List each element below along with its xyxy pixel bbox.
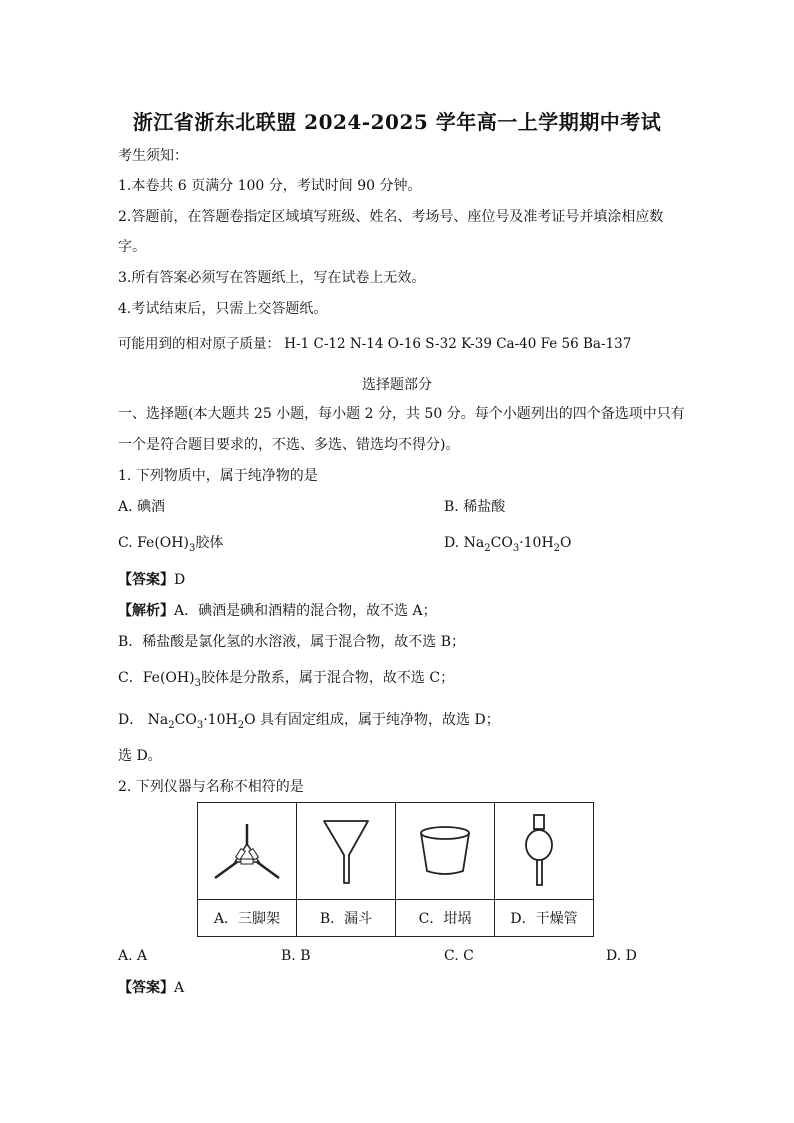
q2-option-a: A. A bbox=[118, 948, 148, 964]
apparatus-cell-a bbox=[198, 803, 297, 900]
funnel-icon bbox=[316, 815, 376, 887]
q2-option-b: B. B bbox=[281, 948, 311, 964]
page-title: 浙江省浙东北联盟 2024-2025 学年高一上学期期中考试 bbox=[132, 110, 662, 134]
q1-option-c: C. $Fe(OH)_3$胶体 bbox=[118, 535, 224, 554]
apparatus-cell-b bbox=[297, 803, 396, 900]
q1-option-a: A. 碘酒 bbox=[118, 499, 166, 515]
q1-answer: 【答案】D bbox=[118, 572, 186, 588]
tripod-triangle-icon bbox=[207, 816, 287, 886]
q1-stem: 1. 下列物质中，属于纯净物的是 bbox=[118, 468, 318, 484]
apparatus-cell-c bbox=[396, 803, 495, 900]
q2-option-d: D. D bbox=[606, 948, 637, 964]
atomic-mass: 可能用到的相对原子质量： H-1 C-12 N-14 O-16 S-32 K-39 Ca-40 Fe 56 Ba-137 bbox=[118, 336, 632, 352]
q2-option-c: C. C bbox=[444, 948, 474, 964]
q1-analysis-c: C．$Fe(OH)_3$胶体是分散系，属于混合物，故不选 C； bbox=[118, 670, 455, 689]
drying-tube-icon bbox=[519, 811, 569, 891]
notice-item-3: 3.所有答案必须写在答题纸上，写在试卷上无效。 bbox=[118, 270, 426, 286]
q2-stem: 2. 下列仪器与名称不相符的是 bbox=[118, 779, 304, 795]
notice-item-1: 1.本卷共 6 页满分 100 分，考试时间 90 分钟。 bbox=[118, 178, 422, 194]
apparatus-table bbox=[197, 802, 594, 937]
section-heading: 选择题部分 bbox=[362, 377, 432, 393]
apparatus-cell-d bbox=[495, 803, 594, 900]
section-intro-2: 一个是符合题目要求的，不选、多选、错选均不得分)。 bbox=[118, 437, 460, 453]
apparatus-caption-b: B．漏斗 bbox=[297, 900, 396, 937]
q1-conclusion: 选 D。 bbox=[118, 748, 162, 764]
q1-analysis-b: B．稀盐酸是氯化氢的水溶液，属于混合物，故不选 B； bbox=[118, 634, 466, 650]
apparatus-caption-c: C．坩埚 bbox=[396, 900, 495, 937]
notice-item-4: 4.考试结束后，只需上交答题纸。 bbox=[118, 301, 328, 317]
notice-item-2: 2.答题前，在答题卷指定区域填写班级、姓名、考场号、座位号及准考证号并填涂相应数 bbox=[118, 209, 664, 225]
apparatus-caption-a: A．三脚架 bbox=[198, 900, 297, 937]
notice-heading: 考生须知： bbox=[118, 148, 188, 164]
q1-analysis-a: 【解析】A．碘酒是碘和酒精的混合物，故不选 A； bbox=[118, 603, 437, 619]
section-intro-1: 一、选择题(本大题共 25 小题，每小题 2 分，共 50 分。每个小题列出的四个备选项中只有 bbox=[118, 406, 685, 422]
q1-option-d: D. $Na_2CO_3\cdot 10H_2O$ bbox=[444, 535, 572, 554]
crucible-icon bbox=[415, 821, 475, 881]
q1-option-b: B. 稀盐酸 bbox=[444, 499, 506, 515]
q1-analysis-d: D． $Na_2CO_3\cdot 10H_2O$ 具有固定组成，属于纯净物，故选 D； bbox=[118, 712, 500, 731]
notice-item-2-cont: 字。 bbox=[118, 239, 146, 255]
apparatus-caption-d: D．干燥管 bbox=[495, 900, 594, 937]
q2-answer: 【答案】A bbox=[118, 980, 185, 996]
